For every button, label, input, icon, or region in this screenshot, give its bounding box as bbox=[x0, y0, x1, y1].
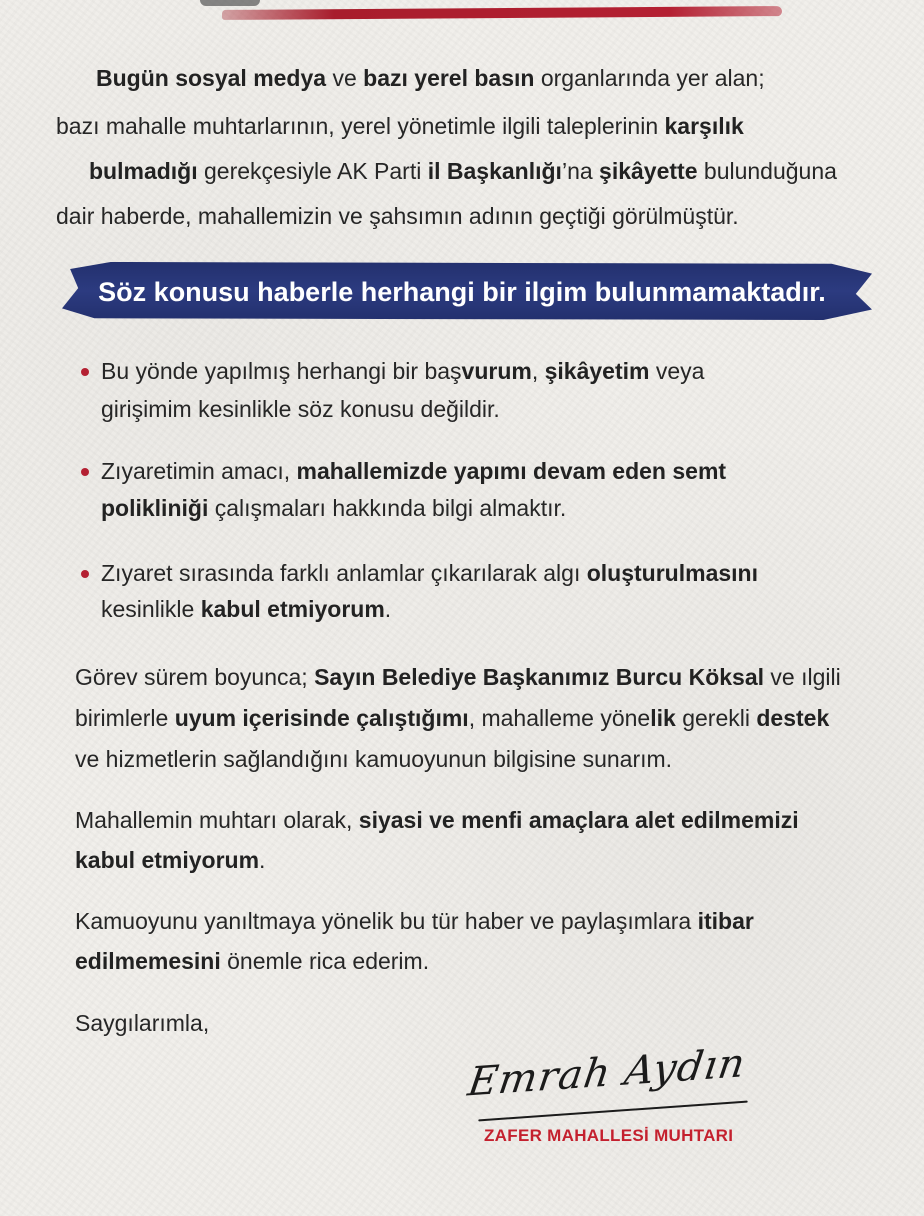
bullet-2-line-2: polikliniği çalışmaları hakkında bilgi almaktır. bbox=[101, 495, 567, 521]
paragraph-3-line-1: Kamuoyunu yanıltmaya yönelik bu tür haber ve paylaşımlara itibar bbox=[75, 908, 754, 934]
paragraph-1-line-1: Görev sürem boyunca; Sayın Belediye Başkanımız Burcu Köksal ve ılgili bbox=[75, 664, 841, 690]
bullet-3-line-1: Zıyaret sırasında farklı anlamlar çıkarılarak algı oluşturulmasını bbox=[101, 560, 758, 586]
paragraph-1-line-2: birimlerle uyum içerisinde çalıştığımı, mahalleme yönelik gerekli destek bbox=[75, 705, 830, 731]
paragraph-2-line-2: kabul etmiyorum. bbox=[75, 847, 266, 873]
intro-line-3: bulmadığı gerekçesiyle AK Parti il Başkanlığı’na şikâyette bulunduğuna bbox=[89, 158, 837, 184]
signer-title: ZAFER MAHALLESİ MUHTARI bbox=[484, 1126, 734, 1145]
bullet-3-line-2: kesinlikle kabul etmiyorum. bbox=[101, 596, 392, 622]
paragraph-1-line-3: ve hizmetlerin sağlandığını kamuoyunun bilgisine sunarım. bbox=[75, 746, 673, 772]
bullet-icon bbox=[81, 368, 89, 376]
paragraph-3-line-2: edilmemesini önemle rica ederim. bbox=[75, 948, 430, 974]
signature: Emrah Aydın bbox=[465, 1040, 749, 1106]
intro-line-4: dair haberde, mahallemizin ve şahsımın adının geçtiği görülmüştür. bbox=[56, 203, 739, 229]
signature-underline bbox=[478, 1101, 747, 1122]
bullet-icon bbox=[81, 570, 89, 578]
bullet-1-line-1: Bu yönde yapılmış herhangi bir başvurum, şikâyetim veya bbox=[101, 358, 705, 384]
paragraph-2-line-1: Mahallemin muhtarı olarak, siyasi ve menfi amaçlara alet edilmemizi bbox=[75, 807, 799, 833]
closing-greeting: Saygılarımla, bbox=[75, 1010, 210, 1036]
bullet-1-line-2: girişimim kesinlikle söz konusu değildir. bbox=[101, 396, 500, 422]
intro-line-2: bazı mahalle muhtarlarının, yerel yönetimle ilgili taleplerinin karşılık bbox=[56, 113, 744, 139]
top-decoration bbox=[200, 0, 260, 6]
bullet-2-line-1: Zıyaretimin amacı, mahallemizde yapımı devam eden semt bbox=[101, 458, 727, 484]
red-brush-stroke bbox=[222, 6, 782, 20]
bullet-icon bbox=[81, 468, 89, 476]
highlight-statement: Söz konusu haberle herhangi bir ilgim bulunmamaktadır. bbox=[98, 277, 826, 307]
intro-line-1: Bugün sosyal medya ve bazı yerel basın organlarında yer alan; bbox=[96, 65, 765, 91]
